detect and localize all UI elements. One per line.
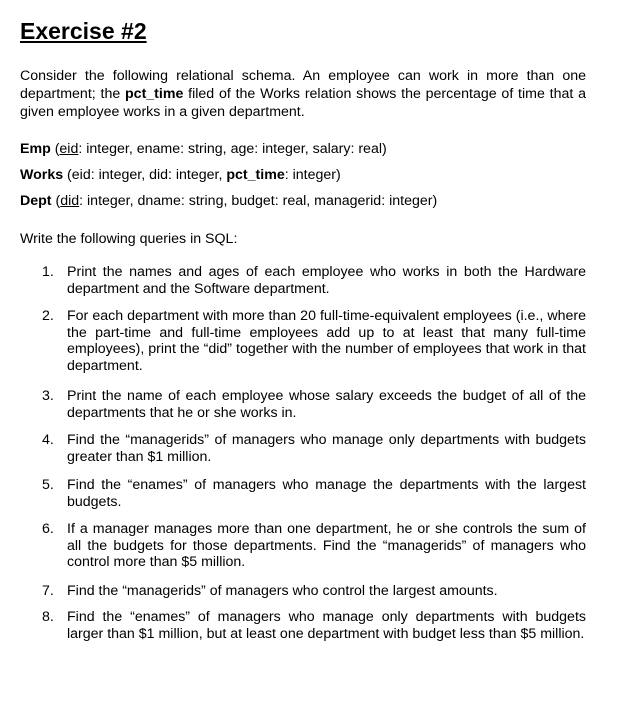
- question-number: 1.: [42, 264, 54, 280]
- exercise-title: Exercise #2: [20, 18, 147, 44]
- question-text: For each department with more than 20 full-time-equivalent employees (i.e., where the part-time and full-time employees add up to at least that many full-time employees), print the “did” together with the number of employees that work in that department.: [67, 308, 586, 374]
- schema-emp-key: eid: [59, 141, 79, 157]
- question-text: Find the “managerids” of managers who control the largest amounts.: [67, 583, 498, 599]
- schema-dept-name: Dept: [20, 193, 52, 209]
- schema-works-name: Works: [20, 167, 64, 183]
- schema-works-before: (eid: integer, did: integer,: [63, 167, 227, 183]
- question-text: Find the “enames” of managers who manage the departments with the largest budgets.: [67, 477, 586, 510]
- schema-dept: [20, 192, 437, 210]
- schema-emp: [20, 140, 387, 158]
- question-number: 6.: [42, 521, 54, 537]
- question-text: Print the names and ages of each employee who works in both the Hardware department and the Software department.: [67, 264, 586, 297]
- question-text: Print the name of each employee whose salary exceeds the budget of all of the departments that he or she works in.: [67, 388, 586, 421]
- intro-text-after: filed of the Works relation shows the percentage of time that a given employee works in a given department.: [20, 86, 586, 121]
- intro-text-before: Consider the following relational schema. An employee can work in more than one department; the: [20, 68, 586, 103]
- schema-works-pct-time: pct_time: [226, 167, 285, 183]
- schema-emp-open: (: [50, 141, 60, 157]
- schema-emp-name: Emp: [20, 141, 51, 157]
- schema-dept-key: did: [60, 193, 80, 209]
- question-number: 3.: [42, 388, 54, 404]
- schema-dept-open: (: [51, 193, 61, 209]
- schema-works: [20, 166, 341, 184]
- schema-emp-rest: : integer, ename: string, age: integer, salary: real): [78, 141, 387, 157]
- question-text: Find the “managerids” of managers who manage only departments with budgets greater than $1 million.: [67, 432, 586, 465]
- intro-pct-time: pct_time: [125, 86, 184, 103]
- question-number: 5.: [42, 477, 54, 493]
- schema-dept-rest: : integer, dname: string, budget: real, managerid: integer): [79, 193, 438, 209]
- question-text: Find the “enames” of managers who manage only departments with budgets larger than $1 million, but at least one department with budget less than $5 million.: [67, 609, 586, 642]
- intro-paragraph: [20, 67, 586, 122]
- question-number: 7.: [42, 583, 54, 599]
- schema-works-after: : integer): [284, 167, 341, 183]
- question-number: 2.: [42, 308, 54, 324]
- question-number: 4.: [42, 432, 54, 448]
- question-number: 8.: [42, 609, 54, 625]
- instruction-text: Write the following queries in SQL:: [20, 231, 238, 247]
- question-text: If a manager manages more than one department, he or she controls the sum of all the budgets for those departments. Find the “managerids” of managers who control more than $5 million.: [67, 521, 586, 571]
